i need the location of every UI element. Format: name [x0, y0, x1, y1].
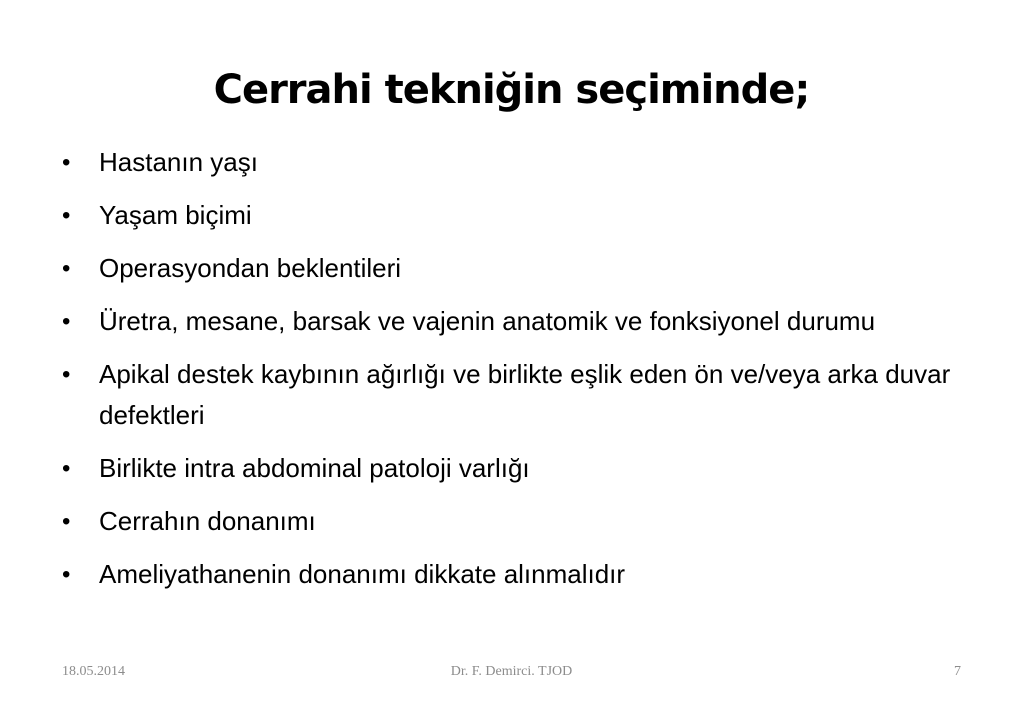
list-item — [62, 195, 972, 236]
list-item-text: Birlikte intra abdominal patoloji varlığı — [99, 453, 530, 483]
list-item-text: Üretra, mesane, barsak ve vajenin anatomik ve fonksiyonel durumu — [99, 306, 876, 336]
bullet-icon: • — [62, 202, 71, 229]
bullet-icon: • — [62, 361, 71, 388]
bullet-icon: • — [62, 255, 71, 282]
list-item — [62, 554, 972, 595]
list-item — [62, 354, 972, 436]
list-item — [62, 448, 972, 489]
list-item — [62, 142, 972, 183]
list-item-text: Apikal destek kaybının ağırlığı ve birlikte eşlik eden ön ve/veya arka duvar defektleri — [99, 359, 951, 430]
list-item-text: Hastanın yaşı — [99, 147, 258, 177]
list-item-text: Cerrahın donanımı — [99, 506, 316, 536]
footer-date: 18.05.2014 — [62, 664, 125, 679]
list-item — [62, 501, 972, 542]
bullet-icon: • — [62, 149, 71, 176]
footer-author: Dr. F. Demirci. TJOD — [450, 664, 573, 679]
list-item — [62, 301, 972, 342]
bullet-icon: • — [62, 561, 71, 588]
bullet-icon: • — [62, 308, 71, 335]
list-item-text: Operasyondan beklentileri — [99, 253, 402, 283]
list-item-text: Ameliyathanenin donanımı dikkate alınmalıdır — [99, 559, 626, 589]
bullet-icon: • — [62, 455, 71, 482]
list-item — [62, 248, 972, 289]
list-item-text: Yaşam biçimi — [99, 200, 252, 230]
bullet-list — [62, 142, 972, 607]
footer-page-number: 7 — [954, 664, 961, 679]
slide-title: Cerrahi tekniğin seçiminde; — [213, 67, 810, 113]
bullet-icon: • — [62, 508, 71, 535]
